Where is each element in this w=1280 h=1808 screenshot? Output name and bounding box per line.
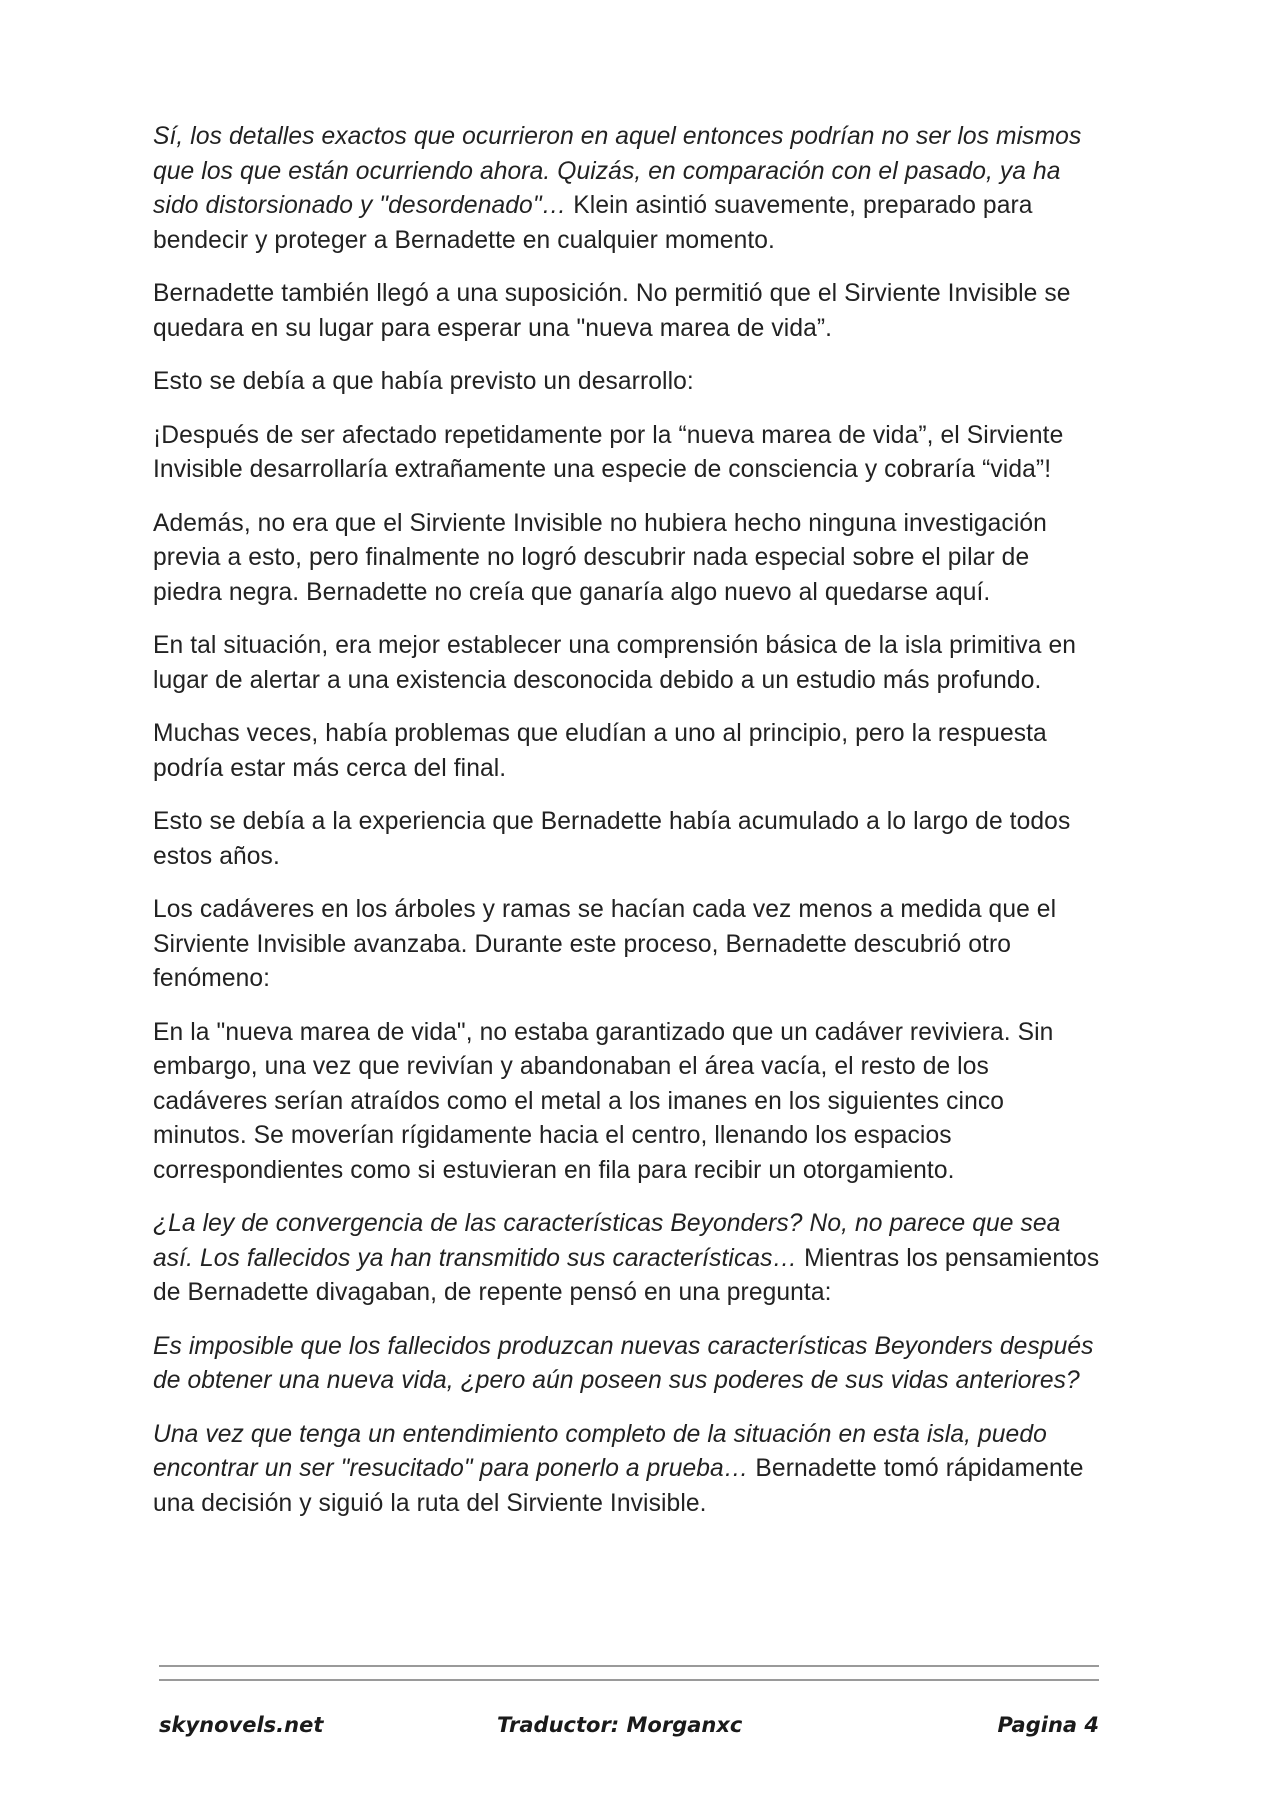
paragraph-11-text: Mientras los pensamientos de Bernadette divagaban, de repente pensó en una pregunta: (153, 1244, 1100, 1306)
paragraph-11-italic: ¿La ley de convergencia de las características Beyonders? No, no parece que sea así. Los fallecidos ya han transmitido sus características… (153, 1210, 1061, 1272)
paragraph-3 (153, 365, 1103, 400)
paragraph-9 (153, 893, 1103, 997)
paragraph-7 (153, 717, 1103, 786)
paragraph-13 (153, 1418, 1103, 1522)
paragraph-7-text: Muchas veces, había problemas que eludían a uno al principio, pero la respuesta podría estar más cerca del final. (153, 720, 1047, 782)
footer-page-number: Pagina 4 (997, 1713, 1099, 1737)
paragraph-6 (153, 629, 1103, 698)
paragraph-10-text: En la "nueva marea de vida", no estaba garantizado que un cadáver reviviera. Sin embargo, una vez que revivían y abandonaban el área vacía, el resto de los cadáveres serían atraídos como el metal a los imanes en los siguientes cinco minutos. Se moverían rígidamente hacia el centro, llenando los espacios correspondientes como si estuvieran en fila para recibir un otorgamiento. (153, 1018, 1054, 1184)
paragraph-1-italic: Sí, los detalles exactos que ocurrieron en aquel entonces podrían no ser los mismos que los que están ocurriendo ahora. Quizás, en comparación con el pasado, ya ha sido distorsionado y "desordenado"… (153, 123, 1082, 219)
paragraph-2-text: Bernadette también llegó a una suposición. No permitió que el Sirviente Invisible se quedara en su lugar para esperar una "nueva marea de vida”. (153, 280, 1071, 342)
paragraph-5 (153, 507, 1103, 611)
paragraph-6-text: En tal situación, era mejor establecer una comprensión básica de la isla primitiva en lugar de alertar a una existencia desconocida debido a un estudio más profundo. (153, 632, 1077, 694)
document-body (153, 120, 1103, 1540)
paragraph-3-text: Esto se debía a que había previsto un desarrollo: (153, 368, 694, 395)
paragraph-11 (153, 1207, 1103, 1311)
paragraph-13-text: Bernadette tomó rápidamente una decisión y siguió la ruta del Sirviente Invisible. (153, 1455, 1084, 1517)
paragraph-1 (153, 120, 1103, 258)
paragraph-9-text: Los cadáveres en los árboles y ramas se hacían cada vez menos a medida que el Sirviente Invisible avanzaba. Durante este proceso, Bernadette descubrió otro fenómeno: (153, 896, 1057, 992)
paragraph-1-text: Klein asintió suavemente, preparado para bendecir y proteger a Bernadette en cualquier momento. (153, 192, 1033, 254)
footer-divider-bottom (159, 1679, 1099, 1681)
footer-site: skynovels.net (159, 1713, 324, 1737)
footer-translator: Traductor: Morganxc (497, 1713, 743, 1737)
paragraph-5-text: Además, no era que el Sirviente Invisible no hubiera hecho ninguna investigación previa a esto, pero finalmente no logró descubrir nada especial sobre el pilar de piedra negra. Bernadette no creía que ganaría algo nuevo al quedarse aquí. (153, 509, 1047, 606)
paragraph-12 (153, 1330, 1103, 1399)
paragraph-8 (153, 805, 1103, 874)
paragraph-13-italic: Una vez que tenga un entendimiento completo de la situación en esta isla, puedo encontrar un ser "resucitado" para ponerlo a prueba… (153, 1420, 1047, 1482)
paragraph-2 (153, 277, 1103, 346)
paragraph-10 (153, 1016, 1103, 1189)
paragraph-4-text: ¡Después de ser afectado repetidamente por la “nueva marea de vida”, el Sirviente Invisible desarrollaría extrañamente una especie de consciencia y cobraría “vida”! (153, 421, 1064, 483)
page-footer (159, 1713, 1099, 1745)
paragraph-4 (153, 419, 1103, 488)
paragraph-12-italic: Es imposible que los fallecidos produzcan nuevas características Beyonders después de obtener una nueva vida, ¿pero aún poseen sus poderes de sus vidas anteriores? (153, 1332, 1094, 1394)
paragraph-8-text: Esto se debía a la experiencia que Bernadette había acumulado a lo largo de todos estos años. (153, 808, 1071, 870)
footer-divider-top (159, 1665, 1099, 1667)
